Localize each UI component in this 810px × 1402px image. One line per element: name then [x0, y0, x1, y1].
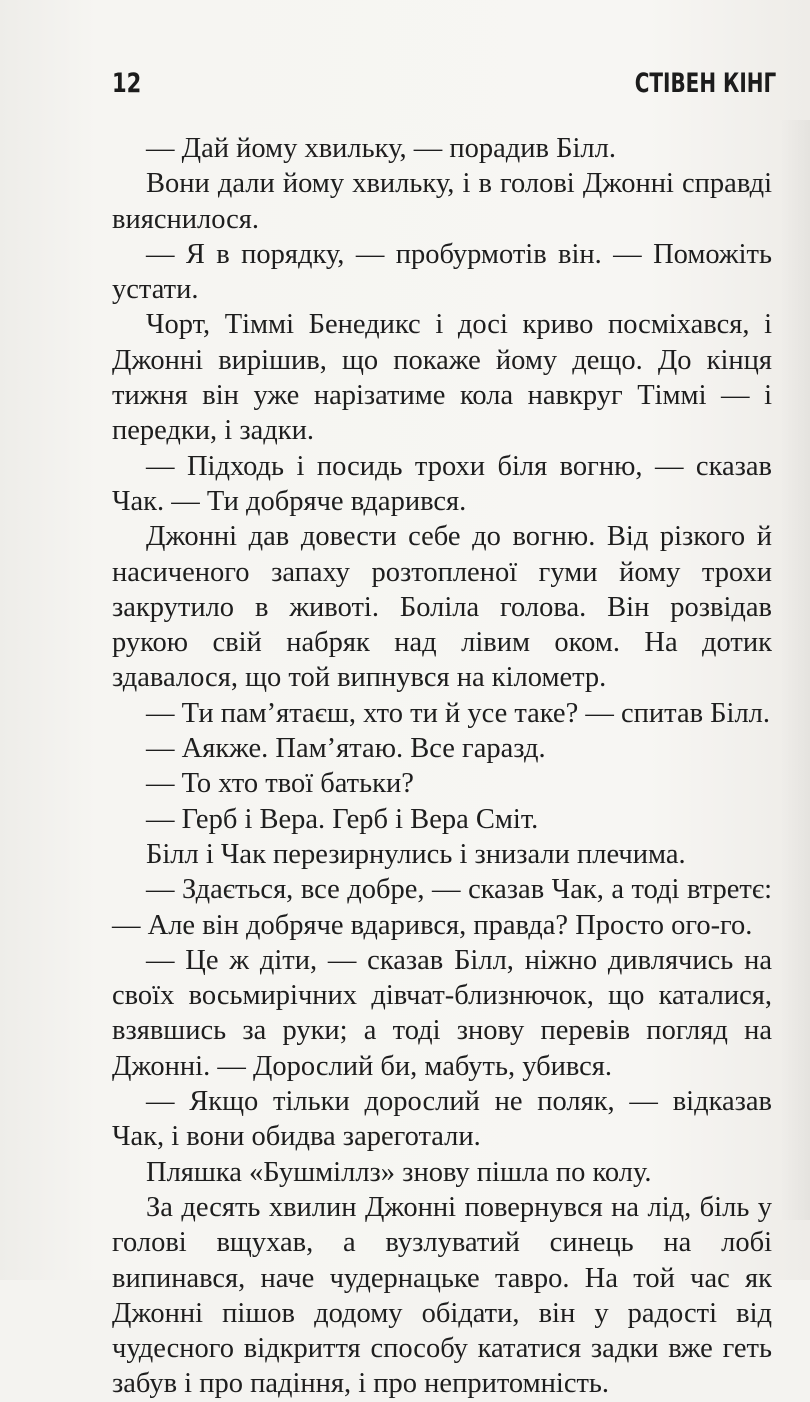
paragraph: — Здається, все добре, — сказав Чак, а тоді втретє: — Але він добряче вдарився, правда? Просто ого-го.: [112, 874, 772, 941]
paragraph: Білл і Чак перезирнулись і знизали плечима.: [146, 838, 686, 870]
paragraph: — Підходь і посидь трохи біля вогню, — сказав Чак. — Ти добряче вдарився.: [112, 450, 772, 517]
paragraph: — Аякже. Пам’ятаю. Все гаразд.: [146, 733, 546, 765]
paragraph: — Якщо тільки дорослий не поляк, — відказав Чак, і вони обидва зареготали.: [112, 1086, 772, 1153]
paragraph: — Герб і Вера. Герб і Вера Сміт.: [146, 803, 539, 835]
page-number: 12: [112, 68, 142, 99]
paragraph: Чорт, Тіммі Бенедикс і досі криво посміхався, і Джонні вирішив, що покаже йому дещо. До кінця тижня він уже нарізатиме кола навкруг Тіммі — і передки, і задки.: [112, 309, 772, 447]
paragraph: — Дай йому хвильку, — порадив Білл.: [146, 133, 616, 164]
page-header: [112, 68, 776, 108]
paragraph: Вони дали йому хвильку, і в голові Джонні справді вияснилося.: [112, 168, 772, 235]
paragraph: — Ти пам’ятаєш, хто ти й усе таке? — спитав Білл.: [146, 697, 771, 729]
paragraph: Пляшка «Бушміллз» знову пішла по колу.: [146, 1156, 652, 1188]
running-head-author: СТІВЕН КІНГ: [634, 68, 776, 99]
body-text: [112, 131, 772, 1402]
scan-edge-shadow: [780, 120, 810, 1220]
paragraph: — Це ж діти, — сказав Білл, ніжно дивлячись на своїх восьмирічних дівчат-близнючок, що каталися, взявшись за руки; а тоді знову перевів погляд на Джонні. — Дорослий би, мабуть, убився.: [112, 944, 772, 1082]
paragraph: За десять хвилин Джонні повернувся на лід, біль у голові вщухав, а вузлуватий синець на лобі випинався, наче чудернацьке тавро. На той час як Джонні пішов додому обідати, він у радості від чудесного відкриття способу кататися задки вже геть забув і про падіння, і про непритомність.: [112, 1191, 772, 1400]
paragraph: — То хто твої батьки?: [146, 768, 414, 800]
paragraph: — Я в порядку, — пробурмотів він. — Поможіть устати.: [112, 238, 772, 306]
paragraph: Джонні дав довести себе до вогню. Від різкого й насиченого запаху розтопленої гуми йому трохи закрутило в животі. Боліла голова. Він розвідав рукою свій набряк над лівим оком. На дотик здавалося, що той випнувся на кілометр.: [112, 521, 772, 694]
